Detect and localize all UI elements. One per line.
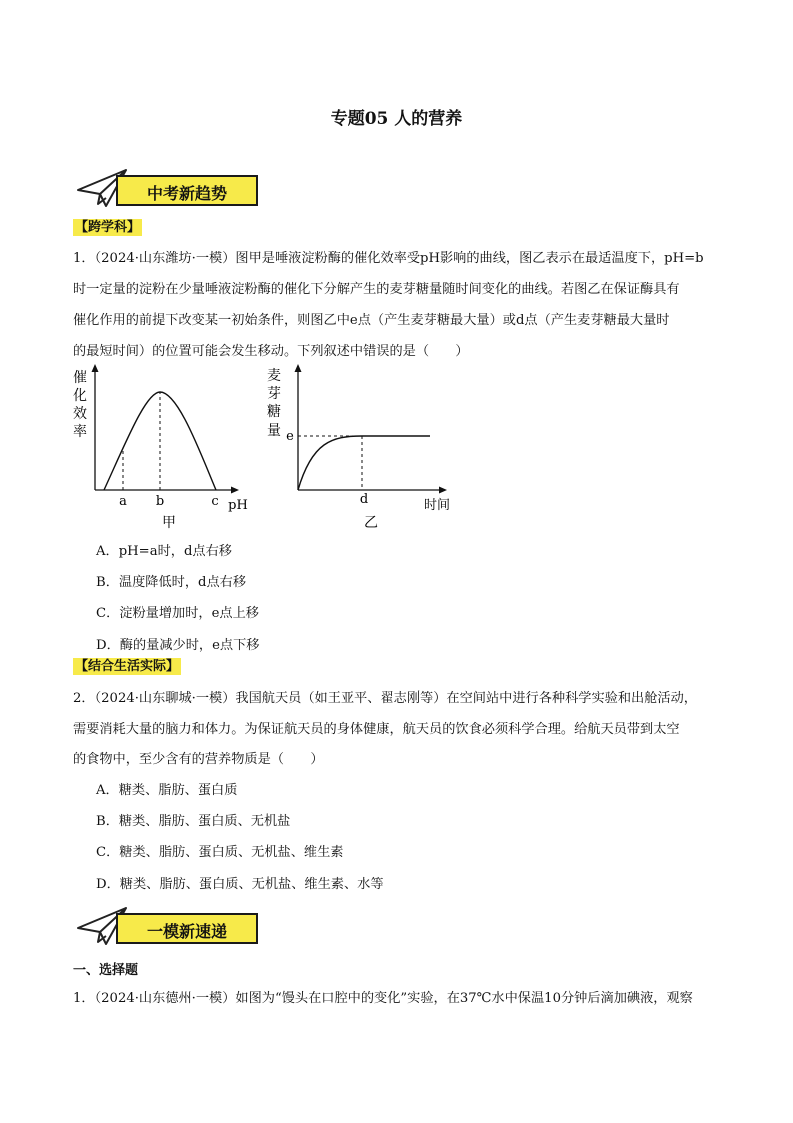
section-heading: 一、选择题 [73, 963, 139, 978]
q3-line: 1．（2024·山东德州·一模）如图为“馒头在口腔中的变化”实验，在37℃水中保温10分钟后滴加碘液，观察 [73, 991, 693, 1006]
q2-line: 的食物中，至少含有的营养物质是（ ） [73, 752, 324, 767]
chart-jia [66, 362, 256, 534]
chart-yi [262, 362, 462, 534]
chart-yi-ylabel-char: 麦 [267, 368, 281, 384]
q1-option-d: D．酶的量减少时，e点下移 [96, 638, 260, 653]
chart-jia-tick-a: a [119, 494, 127, 509]
chart-jia-xlabel: pH [228, 498, 248, 513]
chart-jia-tick-b: b [155, 494, 165, 509]
chart-yi-d-label: d [359, 492, 369, 507]
tag-interdisciplinary: 【跨学科】 [75, 220, 141, 235]
chart-jia-title: 甲 [162, 515, 176, 531]
banner-label: 中考新趋势 [146, 184, 227, 203]
q2-line: 需要消耗大量的脑力和体力。为保证航天员的身体健康，航天员的饮食必须科学合理。给航天员带到太空 [73, 722, 680, 737]
chart-jia-ylabel-char: 化 [73, 388, 87, 404]
q1-line: 时一定量的淀粉在少量唾液淀粉酶的催化下分解产生的麦芽糖量随时间变化的曲线。若图乙在保证酶具有 [73, 282, 680, 297]
q2-line: 2．（2024·山东聊城·一模）我国航天员（如王亚平、翟志刚等）在空间站中进行各种科学实验和出舱活动， [73, 691, 697, 706]
chart-jia-y-arrow [92, 364, 99, 372]
chart-jia-ylabel-char: 催 [73, 370, 87, 386]
q1-option-c: C．淀粉量增加时，e点上移 [96, 606, 259, 621]
q1-option-a: A．pH=a时，d点右移 [96, 544, 232, 559]
q1-option-b: B．温度降低时，d点右移 [96, 575, 247, 590]
chart-yi-xlabel: 时间 [423, 498, 451, 513]
chart-jia-ylabel-char: 率 [73, 424, 87, 440]
chart-yi-ylabel-char: 糖 [267, 404, 281, 420]
page-title: 专题05 人的营养 [330, 109, 463, 129]
chart-jia-ylabel-char: 效 [73, 406, 87, 422]
q2-option-c: C．糖类、脂肪、蛋白质、无机盐、维生素 [96, 845, 344, 860]
chart-jia-tick-c: c [211, 494, 219, 509]
chart-yi-ylabel-char: 芽 [267, 386, 281, 402]
q2-option-d: D．糖类、脂肪、蛋白质、无机盐、维生素、水等 [96, 877, 384, 892]
chart-jia-x-arrow [231, 487, 239, 494]
banner-box [116, 913, 258, 944]
q1-line: 的最短时间）的位置可能会发生移动。下列叙述中错误的是（ ） [73, 344, 469, 359]
chart-yi-curve [298, 436, 430, 490]
chart-yi-e-label: e [286, 429, 294, 444]
section-banner-mock [76, 904, 262, 950]
q2-option-b: B．糖类、脂肪、蛋白质、无机盐 [96, 814, 291, 829]
section-banner-trends [76, 166, 262, 212]
chart-yi-y-arrow [295, 364, 302, 372]
q1-line: 催化作用的前提下改变某一初始条件，则图乙中e点（产生麦芽糖最大量）或d点（产生麦芽糖最大量时 [73, 313, 670, 328]
chart-yi-ylabel-char: 量 [267, 423, 281, 439]
tag-real-life: 【结合生活实际】 [75, 659, 180, 674]
banner-label: 一模新速递 [146, 922, 227, 941]
q1-line: 1．（2024·山东潍坊·一模）图甲是唾液淀粉酶的催化效率受pH影响的曲线，图乙表示在最适温度下，pH=b [73, 251, 704, 266]
chart-yi-x-arrow [439, 487, 447, 494]
q2-option-a: A．糖类、脂肪、蛋白质 [96, 783, 238, 798]
chart-yi-title: 乙 [364, 515, 378, 531]
banner-box [116, 175, 258, 206]
